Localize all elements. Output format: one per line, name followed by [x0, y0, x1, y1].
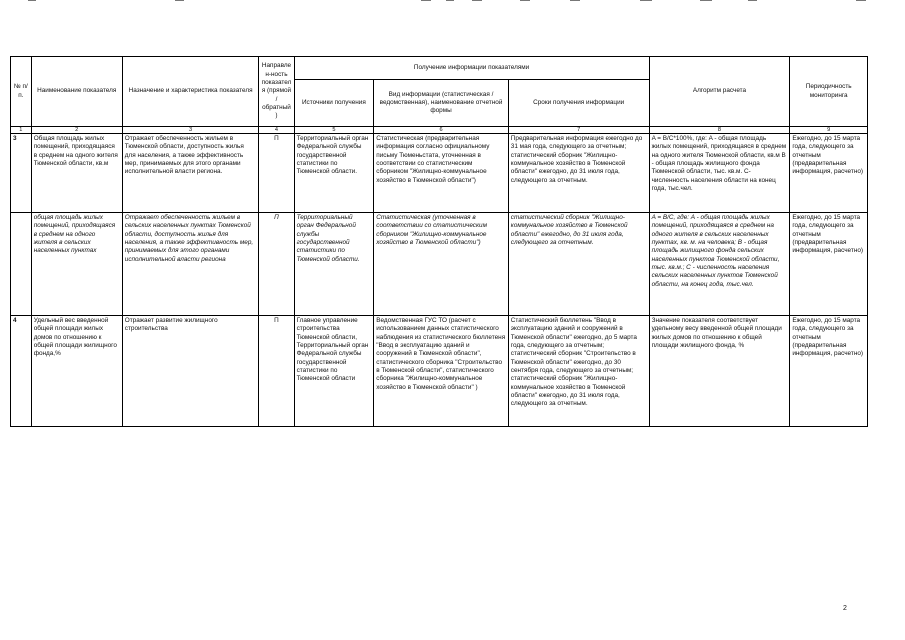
header-num: № п/п. [11, 57, 32, 127]
table-row [11, 316, 868, 427]
row-name: Общая площадь жилых помещений, приходящаяся в среднем на одного жителя Тюменской области, кв.м [31, 134, 122, 213]
column-number: 8 [649, 127, 790, 134]
row-num: 3 [11, 134, 32, 213]
row-direction: П [259, 316, 294, 427]
indicators-table [10, 56, 868, 427]
header-sources: Источники получения [294, 80, 374, 127]
header-algorithm: Алгоритм расчета [649, 57, 790, 127]
table-row [11, 134, 868, 213]
row-sources: Главное управление строительства Тюменской области, Территориальный орган Федеральной службы государственной статистики по Тюменской области [294, 316, 374, 427]
header-name: Наименование показателя [31, 57, 122, 127]
row-deadlines: Статистический бюллетень "Ввод в эксплуатацию зданий и сооружений в Тюменской области" ежегодно, до 5 марта года, следующего за отчетным; статистический сборник "Строительство в Тюменской области" ежегодно, до 30 сентября года, следующего за отчетным; статистический сборник "Жилищно-коммунальное хозяйство в Тюменской области" ежегодно, до 31 июля года, следующего за отчетным. [508, 316, 649, 427]
column-number: 6 [374, 127, 509, 134]
row-info-type: Ведомственная ГУС ТО (расчет с использованием данных статистического наблюдения из статистического бюллетеня "Ввод в эксплуатацию зданий и сооружений в Тюменской области", статистического сборника "Строительство в Тюменской области", статистического сборника "Жилищно-коммунальное хозяйство в Тюменской области" ) [374, 316, 509, 427]
row-deadlines: Предварительная информация ежегодно до 31 мая года, следующего за отчетным; статистический сборник "Жилищно-коммунальное хозяйство в Тюменской области" ежегодно, до 31 июля года, следующего за отчетным. [508, 134, 649, 213]
row-algorithm: Значение показателя соответствует удельному весу введенной общей площади жилых домов по отношению к общей площади жилищного фонда, % [649, 316, 790, 427]
row-purpose: Отражает обеспеченность жильем в сельских населенных пунктах Тюменской области, доступность жилья для населения, а также эффективность мер, принимаемых для этого органами исполнительной власти региона [122, 213, 259, 316]
row-direction: П [259, 134, 294, 213]
column-number: 3 [122, 127, 259, 134]
row-num [11, 213, 32, 316]
row-sources: Территориальный орган Федеральной службы государственной статистики по Тюменской области. [294, 134, 374, 213]
row-direction: П [259, 213, 294, 316]
header-row-1 [11, 57, 868, 80]
row-algorithm: A = B/C, где: A - общая площадь жилых помещений, приходящаяся в среднем на одного жителя в сельских населенных пунктах, кв. м. на человека; B - общая площадь жилищного фонда сельских населенных пунктов Тюменской области, тыс. кв.м.; C - численность населения сельских населенных пунктов Тюменской области, на конец года, тыс.чел. [649, 213, 790, 316]
column-number: 5 [294, 127, 374, 134]
row-periodicity: Ежегодно, до 15 марта года, следующего за отчетным (предварительная информация, расчетно) [790, 134, 868, 213]
header-periodicity: Периодичность мониторинга [790, 57, 868, 127]
header-direction: Направлен-ность показателя (прямой / обратный) [259, 57, 294, 127]
row-algorithm: A = B/C*100%, где: A - общая площадь жилых помещений, приходящаяся в среднем на одного жителя Тюменской области, кв.м B - общая площадь жилищного фонда Тюменской области, тыс. кв.м. C- численность населения области на конец года, тыс.чел. [649, 134, 790, 213]
column-number: 1 [11, 127, 32, 134]
column-number: 7 [508, 127, 649, 134]
column-number: 4 [259, 127, 294, 134]
row-deadlines: статистический сборник "Жилищно-коммунальное хозяйство в Тюменской области" ежегодно, до 31 июля года, следующего за отчетным. [508, 213, 649, 316]
row-periodicity: Ежегодно, до 15 марта года, следующего за отчетным (предварительная информация, расчетно) [790, 316, 868, 427]
header-info-type: Вид информации (статистическая / ведомственная), наименование отчетной формы [374, 80, 509, 127]
table-row [11, 213, 868, 316]
row-info-type: Статистическая (уточненная в соответствии со статистическим сборником "Жилищно-коммунальное хозяйство в Тюменской области") [374, 213, 509, 316]
row-purpose: Отражает обеспеченность жильем в Тюменской области, доступность жилья для населения, а также эффективность мер, принимаемых для этого органами исполнительной власти региона. [122, 134, 259, 213]
header-info-group: Получение информации показателями [294, 57, 649, 80]
page-number: 2 [843, 605, 847, 612]
row-name: общая площадь жилых помещений, приходящаяся в среднем на одного жителя в сельских населенных пунктах [31, 213, 122, 316]
column-number: 9 [790, 127, 868, 134]
header-deadlines: Сроки получения информации [508, 80, 649, 127]
row-name: Удельный вес введенной общей площади жилых домов по отношению к общей площади жилищного фонда,% [31, 316, 122, 427]
header-purpose: Назначение и характеристика показателя [122, 57, 259, 127]
column-number-row [11, 127, 868, 134]
row-sources: Территориальный орган Федеральной службы государственной статистики по Тюменской области. [294, 213, 374, 316]
row-purpose: Отражает развитие жилищного строительства [122, 316, 259, 427]
column-number: 2 [31, 127, 122, 134]
row-info-type: Статистическая (предварительная информация согласно официальному письму Тюменьстата, уточненная в соответствии со статистическим сборником "Жилищно-коммунальное хозяйство в Тюменской области") [374, 134, 509, 213]
row-periodicity: Ежегодно, до 15 марта года, следующего за отчетным (предварительная информация, расчетно) [790, 213, 868, 316]
row-num: 4 [11, 316, 32, 427]
scan-top-edge [0, 0, 905, 3]
